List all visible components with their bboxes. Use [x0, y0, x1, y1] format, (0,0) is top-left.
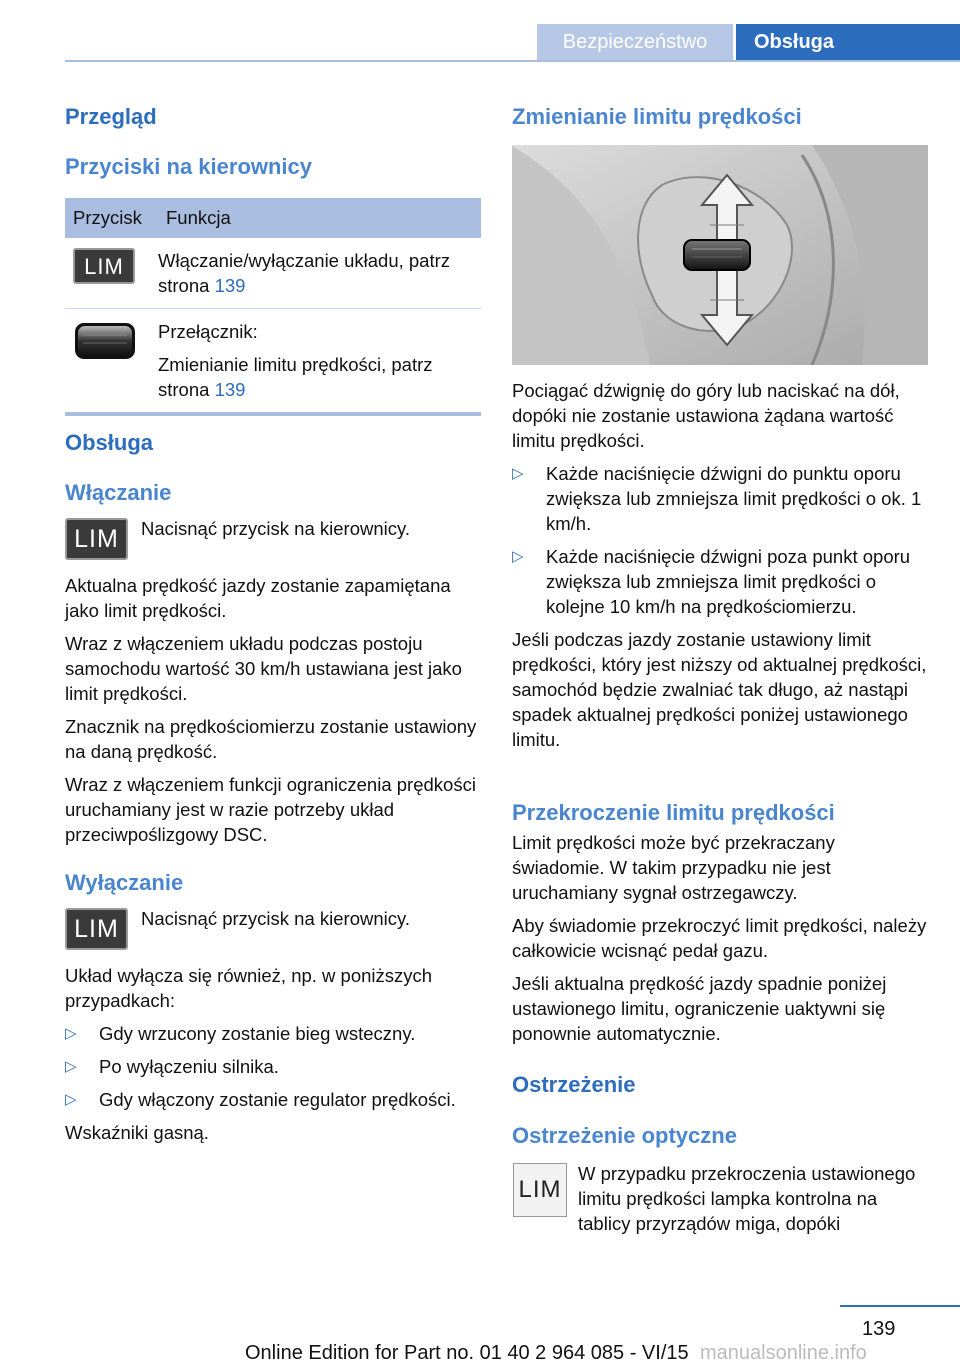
wylaczanie-body [65, 963, 481, 1153]
tab-bezpieczenstwo[interactable]: Bezpieczeństwo [537, 24, 733, 61]
triangle-bullet-icon: ▷ [65, 1058, 77, 1075]
bullet-list [512, 461, 928, 619]
triangle-bullet-icon: ▷ [65, 1025, 77, 1042]
paragraph: Jeśli aktualna prędkość jazdy spadnie poniżej ustawionego limitu, ograniczenie uaktywni się ponownie automatycznie. [512, 973, 887, 1044]
triangle-bullet-icon: ▷ [512, 465, 524, 482]
table-header-funkcja: Funkcja [158, 198, 481, 238]
row1-text: Włączanie/wyłączanie układu, patrz strona [158, 250, 451, 296]
watermark: manualsonline.info [700, 1342, 867, 1364]
header-rule [65, 60, 960, 62]
ostrzezenie-optyczne-text: W przypadku przekroczenia ustawionego limitu prędkości lampka kontrolna na tablicy przyrządów miga, dopóki [578, 1163, 916, 1234]
buttons-table [65, 198, 481, 416]
lim-button-icon: LIM [73, 248, 135, 284]
table-header-przycisk: Przycisk [65, 198, 158, 238]
page-link[interactable]: 139 [214, 275, 246, 296]
rocker-switch-icon [73, 319, 137, 363]
wylaczanie-instruction: Nacisnąć przycisk na kierownicy. [141, 908, 411, 929]
paragraph: Wraz z włączeniem układu podczas postoju samochodu wartość 30 km/h ustawiana jest jako limit prędkości. [65, 633, 462, 704]
przekroczenie-body [512, 830, 928, 1054]
tab-obsluga[interactable]: Obsługa [736, 24, 960, 61]
paragraph: Aby świadomie przekroczyć limit prędkości, należy całkowicie wcisnąć pedał gazu. [512, 915, 927, 961]
subtitle-wylaczanie: Wyłączanie [65, 870, 184, 895]
row2-text: Zmienianie limitu prędkości, patrz strona [158, 354, 433, 400]
table-row [65, 238, 481, 309]
triangle-bullet-icon: ▷ [65, 1091, 77, 1108]
table-row [65, 309, 481, 413]
subtitle-ostrzezenie-optyczne: Ostrzeżenie optyczne [512, 1123, 737, 1148]
paragraph: Aktualna prędkość jazdy zostanie zapamiętana jako limit prędkości. [65, 575, 451, 621]
paragraph: Znacznik na prędkościomierzu zostanie ustawiony na daną prędkość. [65, 716, 477, 762]
lim-indicator-icon: LIM [513, 1163, 567, 1217]
paragraph: Jeśli podczas jazdy zostanie ustawiony limit prędkości, który jest niższy od aktualnej prędkości, samochód będzie zwalniać tak długo, aż nastąpi spadek aktualnej prędkości poniżej ustawionego limitu. [512, 629, 927, 750]
zmienianie-body [512, 378, 928, 760]
list-item: ▷ Gdy wrzucony zostanie bieg wsteczny. [65, 1023, 416, 1044]
steering-wheel-lever-illustration [512, 145, 928, 365]
section-title-przeglad: Przegląd [65, 104, 157, 129]
section-title-ostrzezenie: Ostrzeżenie [512, 1072, 636, 1097]
page-link[interactable]: 139 [214, 379, 246, 400]
paragraph: Pociągać dźwignię do góry lub naciskać na dół, dopóki nie zostanie ustawiona żądana wartość limitu prędkości. [512, 380, 900, 451]
triangle-bullet-icon: ▷ [512, 548, 524, 565]
bullet-list [65, 1021, 481, 1112]
paragraph: Limit prędkości może być przekraczany świadomie. W takim przypadku nie jest uruchamiany sygnał ostrzegawczy. [512, 832, 835, 903]
footer-rule [840, 1305, 960, 1307]
section-title-zmienianie: Zmienianie limitu prędkości [512, 104, 802, 129]
page-number: 139 [862, 1318, 896, 1340]
paragraph: Układ wyłącza się również, np. w poniższych przypadkach: [65, 965, 433, 1011]
section-title-obsluga: Obsługa [65, 430, 154, 455]
paragraph: Wraz z włączeniem funkcji ograniczenia prędkości uruchamiany jest w razie potrzeby układ przeciwpoślizgowy DSC. [65, 774, 476, 845]
list-item: ▷ Każde naciśnięcie dźwigni do punktu oporu zwiększa lub zmniejsza limit prędkości o ok. 1 km/h. [512, 463, 922, 534]
lim-button-icon: LIM [65, 908, 128, 950]
table-cell-function [158, 309, 481, 413]
wlaczanie-body [65, 573, 481, 855]
wlaczanie-instruction: Nacisnąć przycisk na kierownicy. [141, 518, 411, 539]
paragraph: Wskaźniki gasną. [65, 1122, 209, 1143]
row2-label: Przełącznik: [158, 321, 258, 342]
list-item: ▷ Po wyłączeniu silnika. [65, 1056, 279, 1077]
list-item: ▷ Każde naciśnięcie dźwigni poza punkt oporu zwiększa lub zmniejsza limit prędkości o kolejne 10 km/h na prędkościomierzu. [512, 546, 911, 617]
table-cell-function [158, 238, 481, 309]
subtitle-przyciski: Przyciski na kierownicy [65, 154, 313, 179]
footer-edition: Online Edition for Part no. 01 40 2 964 085 - VI/15 [245, 1342, 689, 1364]
list-item: ▷ Gdy włączony zostanie regulator prędkości. [65, 1089, 456, 1110]
subtitle-przekroczenie: Przekroczenie limitu prędkości [512, 800, 835, 825]
lim-button-icon: LIM [65, 518, 128, 560]
subtitle-wlaczanie: Włączanie [65, 480, 172, 505]
